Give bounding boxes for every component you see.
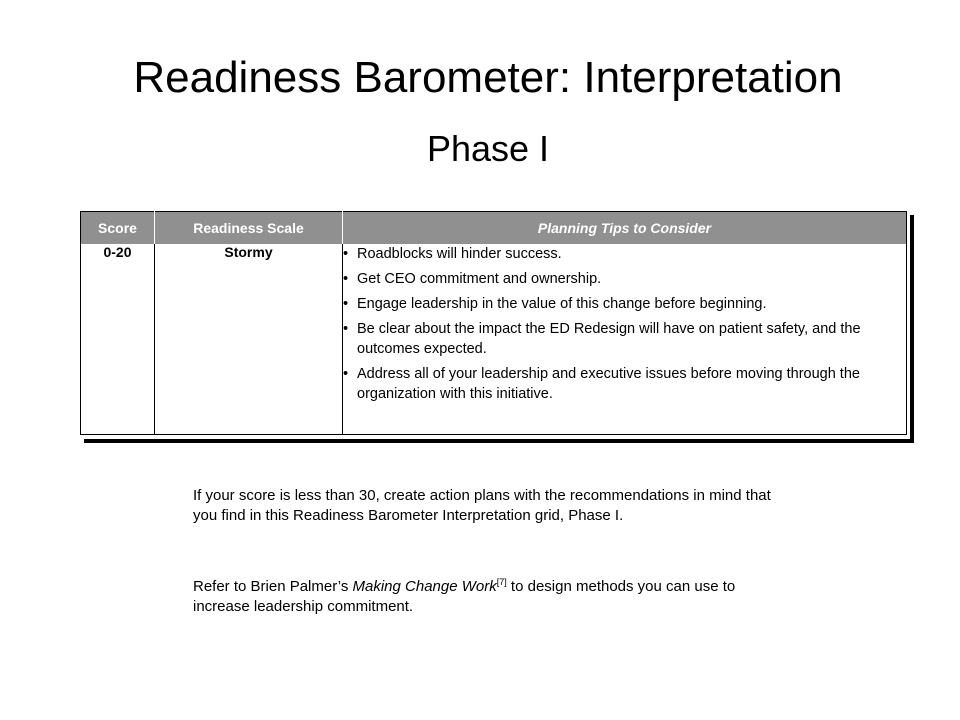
note-paragraph-score: If your score is less than 30, create action plans with the recommendations in mind that you find in this Readiness Barometer Interpretation grid, Phase I. — [193, 487, 771, 524]
list-item: • Engage leadership in the value of this change before beginning. — [343, 294, 906, 314]
cell-score: 0-20 — [81, 244, 155, 435]
header-readiness-scale: Readiness Scale — [155, 212, 343, 245]
table-row — [81, 244, 907, 435]
header-score: Score — [81, 212, 155, 245]
tips-list — [343, 244, 906, 404]
citation-marker: [7] — [496, 577, 507, 587]
header-planning-tips: Planning Tips to Consider — [343, 212, 907, 245]
page-title: Readiness Barometer: Interpretation — [133, 53, 843, 102]
cell-readiness-scale: Stormy — [155, 244, 343, 435]
interpretation-grid — [80, 211, 910, 439]
interpretation-table — [80, 211, 907, 435]
note-paragraph-reference — [193, 577, 793, 617]
cell-planning-tips — [343, 244, 907, 435]
book-title: Making Change Work — [352, 578, 497, 595]
note-text: Refer to Brien Palmer’s — [193, 578, 353, 595]
list-item: • Address all of your leadership and executive issues before moving through the organization with this initiative. — [343, 364, 906, 404]
list-item: • Roadblocks will hinder success. — [343, 244, 906, 264]
book-title-reference — [353, 578, 507, 595]
list-item: • Get CEO commitment and ownership. — [343, 269, 906, 289]
note-text: to design methods you can use to increase leadership commitment. — [193, 578, 736, 615]
table-header-row — [81, 212, 907, 245]
page-subtitle: Phase I — [426, 128, 550, 169]
list-item: • Be clear about the impact the ED Redesign will have on patient safety, and the outcomes expected. — [343, 319, 906, 359]
